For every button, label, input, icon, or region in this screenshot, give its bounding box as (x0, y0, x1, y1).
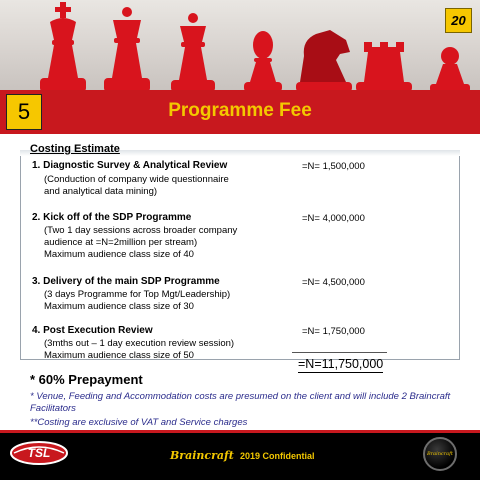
costing-heading: Costing Estimate (30, 143, 120, 155)
tsl-logo-text: TSL (27, 446, 51, 460)
prepayment-note: * 60% Prepayment (30, 372, 143, 387)
item-2-desc-line: (Two 1 day sessions across broader company (44, 225, 238, 236)
item-2-desc-line: Maximum audience class size of 40 (44, 249, 194, 260)
item-2-description (44, 225, 237, 261)
title-bar (0, 90, 480, 134)
section-number-badge: 5 (6, 94, 42, 130)
venue-note-line-1: * Venue, Feeding and Accommodation costs are presumed on the client and will include 2 Braincraft (30, 391, 451, 402)
page-title: Programme Fee (168, 100, 312, 121)
item-1-description (44, 174, 229, 198)
item-1-price: =N= 1,500,000 (302, 161, 365, 172)
braincraft-brand: Braincraft (170, 449, 234, 462)
chess-bishop-shape (171, 13, 215, 90)
total-amount: =N=11,750,000 (298, 357, 384, 371)
chess-rook-shape (356, 42, 412, 90)
venue-note-line-2: Facilitators (30, 403, 76, 414)
item-3-title: 3. Delivery of the main SDP Programme (32, 276, 220, 287)
confidential-label: 2019 Confidential (240, 451, 315, 461)
item-4-desc-line: (3mths out – 1 day execution review session) (44, 338, 235, 349)
chess-knight-shape (296, 30, 352, 90)
item-3-desc-line: (3 days Programme for Top Mgt/Leadership) (44, 289, 231, 300)
item-4-title: 4. Post Execution Review (32, 325, 153, 336)
item-1-title: 1. Diagnostic Survey & Analytical Review (32, 160, 228, 171)
item-3-description (44, 289, 230, 313)
total-separator (292, 352, 387, 353)
chess-queen-shape (104, 7, 150, 90)
item-1-desc-line: (Conduction of company wide questionnaire (44, 174, 229, 185)
item-2-desc-line: audience at =N=2million per stream) (44, 237, 198, 248)
emblem-text: Braincraft (427, 451, 453, 457)
page-number-badge: 20 (445, 8, 472, 33)
braincraft-emblem-icon (423, 437, 457, 471)
tsl-logo (8, 438, 70, 468)
item-3-price: =N= 4,500,000 (302, 277, 365, 288)
vat-note: **Costing are exclusive of VAT and Service charges (30, 417, 248, 428)
chess-pieces-illustration (0, 0, 480, 90)
chess-pawn-right-shape (430, 47, 470, 90)
item-3-desc-line: Maximum audience class size of 30 (44, 301, 194, 312)
item-2-price: =N= 4,000,000 (302, 213, 365, 224)
chess-pieces-banner (0, 0, 480, 90)
item-2-title: 2. Kick off of the SDP Programme (32, 212, 192, 223)
item-1-desc-line: and analytical data mining) (44, 186, 158, 197)
chess-king-shape (40, 2, 86, 90)
item-4-price: =N= 1,750,000 (302, 326, 365, 337)
chess-pawn-shape (244, 31, 282, 90)
item-4-description (44, 338, 234, 362)
item-4-desc-line: Maximum audience class size of 50 (44, 350, 194, 361)
